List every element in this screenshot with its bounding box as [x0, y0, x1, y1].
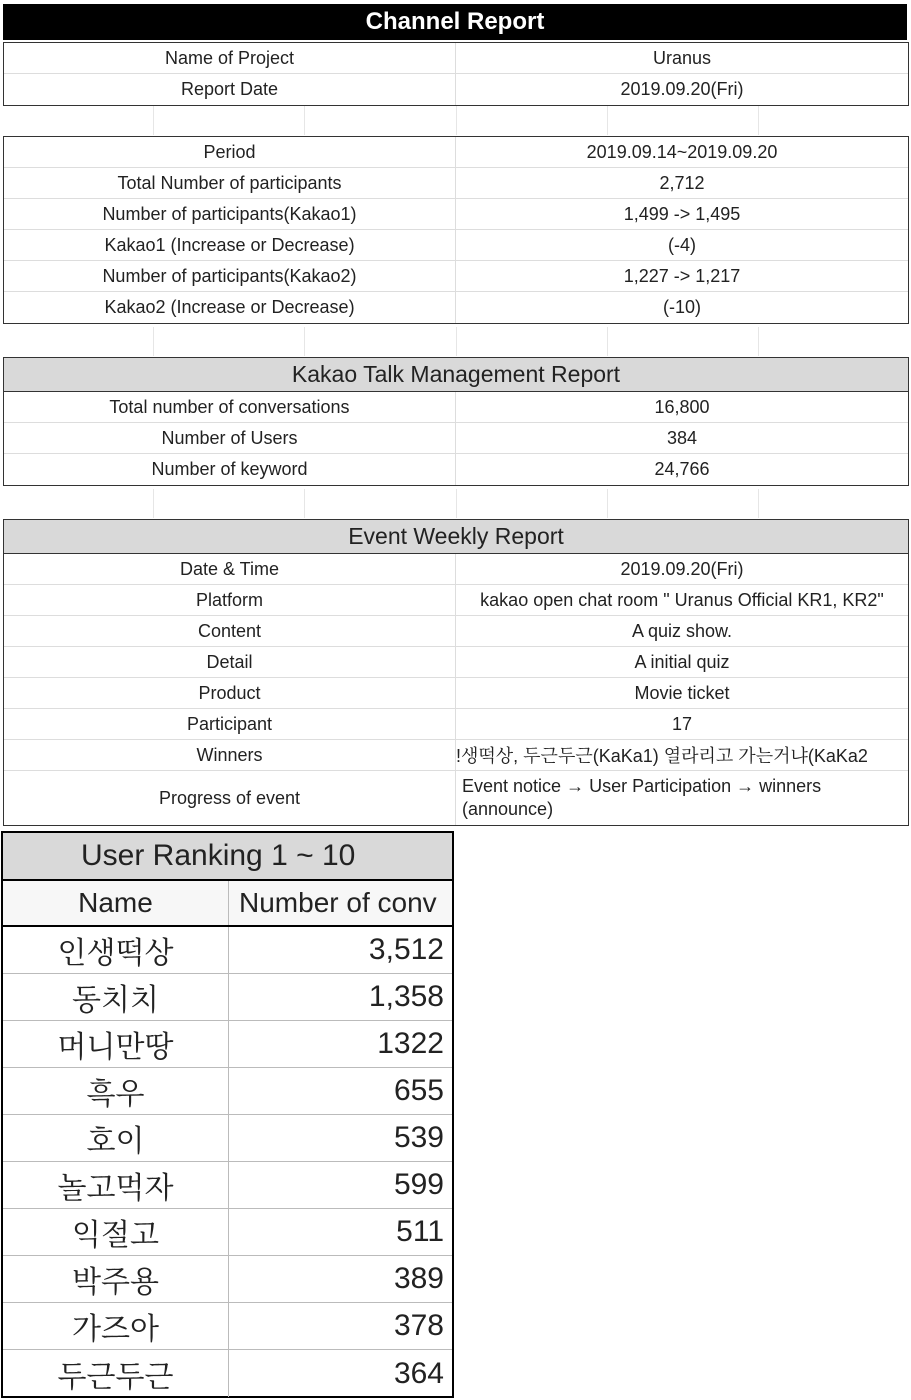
- period-row: [4, 137, 908, 168]
- row-label: Participant: [4, 709, 456, 739]
- detail-row: [4, 647, 908, 678]
- row-label: Winners: [4, 740, 456, 770]
- project-row: [4, 43, 908, 74]
- ranking-row: [3, 927, 452, 974]
- report-title: Channel Report: [3, 4, 907, 40]
- user-name: 가즈아: [3, 1303, 229, 1349]
- participants-section: [3, 136, 909, 324]
- user-name: 흑우: [3, 1068, 229, 1114]
- row-value: 16,800: [654, 396, 710, 417]
- row-label: Total Number of participants: [4, 168, 456, 198]
- row-value: 2019.09.20(Fri): [620, 79, 744, 99]
- conversations-row: [4, 392, 908, 423]
- user-name: 인생떡상: [3, 927, 229, 973]
- count-column-header: Number of conv: [239, 887, 437, 918]
- row-label: Progress of event: [4, 771, 456, 825]
- row-label: Detail: [4, 647, 456, 677]
- user-ranking-table: [1, 831, 454, 1398]
- ranking-row: [3, 1115, 452, 1162]
- winners-row: [4, 740, 908, 771]
- row-value: 2019.09.20(Fri): [620, 558, 744, 579]
- row-value: Movie ticket: [634, 682, 730, 703]
- user-name: 동치치: [3, 974, 229, 1020]
- conversation-count: 1,358: [368, 980, 444, 1013]
- conversation-count: 539: [393, 1121, 444, 1154]
- ranking-row: [3, 1256, 452, 1303]
- row-value: 2,712: [659, 172, 705, 193]
- product-row: [4, 678, 908, 709]
- user-name: 두근두근: [3, 1350, 229, 1397]
- row-label: Product: [4, 678, 456, 708]
- section-title: Kakao Talk Management Report: [4, 358, 908, 392]
- user-name: 박주용: [3, 1256, 229, 1302]
- row-label: Number of participants(Kakao2): [4, 261, 456, 291]
- kakao2-change-row: [4, 292, 908, 323]
- name-column-header: Name: [3, 881, 229, 925]
- conversation-count: 511: [396, 1215, 444, 1248]
- conversation-count: 389: [393, 1262, 444, 1295]
- row-label: Kakao2 (Increase or Decrease): [4, 292, 456, 323]
- row-value: kakao open chat room " Uranus Official KR1, KR2": [480, 589, 884, 610]
- ranking-row: [3, 974, 452, 1021]
- row-value: 24,766: [654, 459, 710, 479]
- platform-row: [4, 585, 908, 616]
- content-row: [4, 616, 908, 647]
- participant-row: [4, 709, 908, 740]
- user-name: 놀고먹자: [3, 1162, 229, 1208]
- row-value: (-10): [662, 297, 701, 317]
- user-name: 호이: [3, 1115, 229, 1161]
- row-label: Content: [4, 616, 456, 646]
- row-value: !생떡상, 두근두근(KaKa1) 열라리고 가는거냐(KaKa2: [456, 746, 868, 766]
- row-label: Kakao1 (Increase or Decrease): [4, 230, 456, 260]
- row-label: Period: [4, 137, 456, 167]
- row-label: Number of participants(Kakao1): [4, 199, 456, 229]
- users-row: [4, 423, 908, 454]
- conversation-count: 364: [393, 1356, 444, 1390]
- report-date-row: [4, 74, 908, 105]
- row-value: Uranus: [652, 47, 712, 68]
- event-report-section: [3, 519, 909, 826]
- spacer-row: [3, 489, 909, 518]
- row-label: Platform: [4, 585, 456, 615]
- row-value: 2019.09.14~2019.09.20: [586, 141, 778, 162]
- conversation-count: 655: [393, 1074, 444, 1107]
- conversation-count: 599: [393, 1168, 444, 1201]
- row-value: (-4): [668, 234, 696, 255]
- section-title: Event Weekly Report: [4, 520, 908, 554]
- row-value: 1,227 -> 1,217: [623, 265, 741, 286]
- kakao1-participants-row: [4, 199, 908, 230]
- row-label: Total number of conversations: [4, 392, 456, 422]
- row-label: Number of keyword: [4, 454, 456, 485]
- ranking-row: [3, 1209, 452, 1256]
- row-value: Event notice → User Participation → winners (announce): [462, 776, 822, 819]
- ranking-row: [3, 1021, 452, 1068]
- spacer-row: [3, 327, 909, 356]
- kakao2-participants-row: [4, 261, 908, 292]
- row-value: 1,499 -> 1,495: [623, 203, 741, 224]
- ranking-title: User Ranking 1 ~ 10: [3, 833, 452, 881]
- ranking-row: [3, 1162, 452, 1209]
- event-date-row: [4, 554, 908, 585]
- ranking-header: [3, 881, 452, 927]
- project-section: [3, 42, 909, 106]
- row-label: Name of Project: [4, 43, 456, 73]
- ranking-row: [3, 1350, 452, 1397]
- keyword-row: [4, 454, 908, 485]
- user-name: 머니만땅: [3, 1021, 229, 1067]
- ranking-row: [3, 1068, 452, 1115]
- row-value: A quiz show.: [631, 620, 733, 641]
- row-value: A initial quiz: [634, 651, 730, 672]
- total-participants-row: [4, 168, 908, 199]
- kakao1-change-row: [4, 230, 908, 261]
- user-name: 익절고: [3, 1209, 229, 1255]
- row-value: 384: [666, 427, 698, 448]
- spacer-row: [3, 106, 909, 135]
- row-label: Date & Time: [4, 554, 456, 584]
- ranking-row: [3, 1303, 452, 1350]
- conversation-count: 1322: [377, 1027, 444, 1060]
- row-label: Report Date: [4, 74, 456, 105]
- row-value: 17: [671, 713, 693, 734]
- conversation-count: 378: [393, 1309, 444, 1342]
- progress-row: [4, 771, 908, 825]
- row-label: Number of Users: [4, 423, 456, 453]
- conversation-count: 3,512: [368, 933, 444, 966]
- kakao-report-section: [3, 357, 909, 486]
